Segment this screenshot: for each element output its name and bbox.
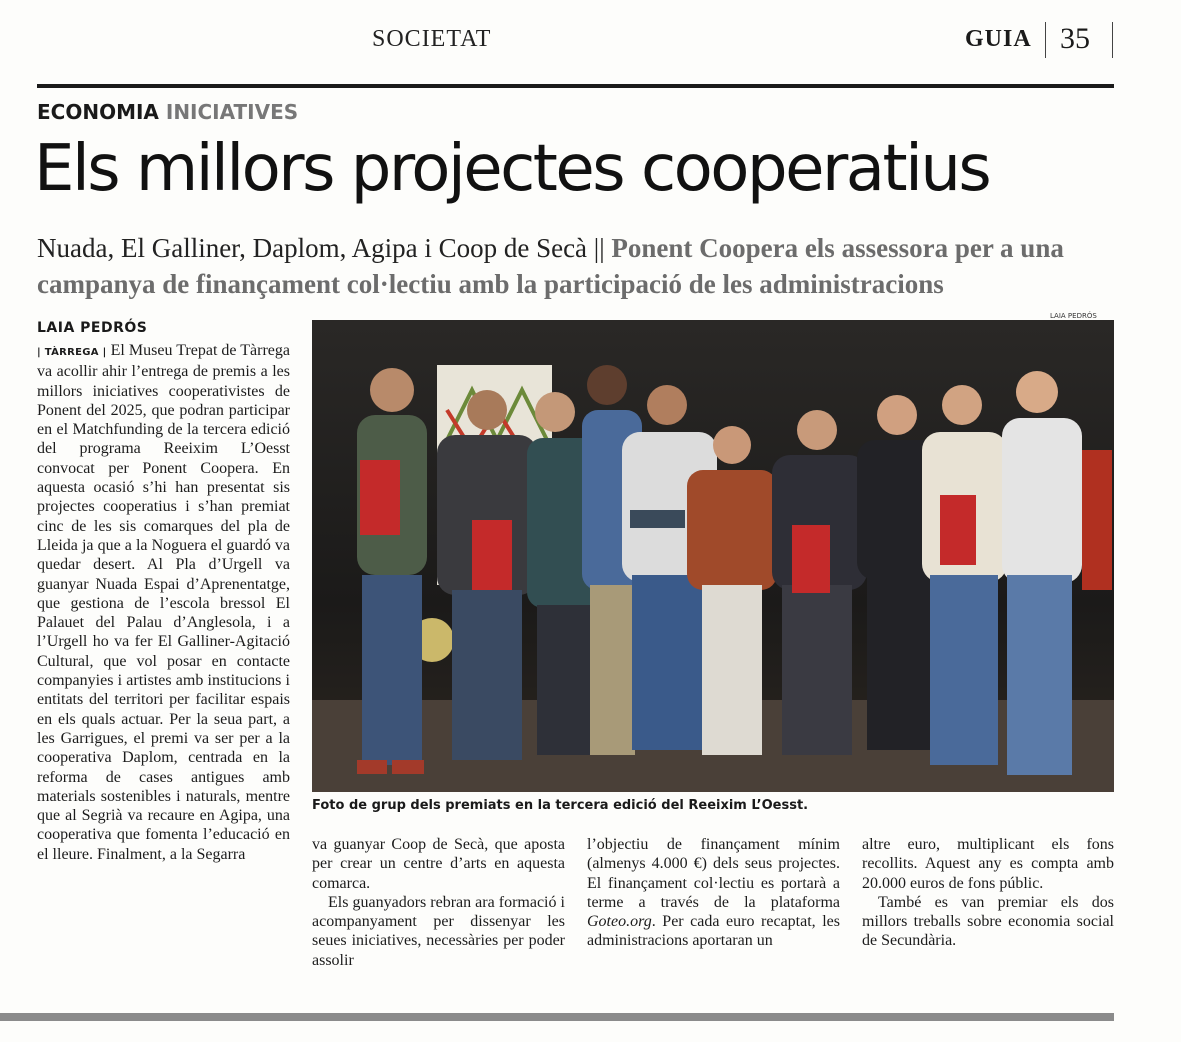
group-photo-illustration	[312, 320, 1114, 792]
top-rule	[37, 84, 1114, 88]
page-number: 35	[1060, 22, 1090, 55]
dek-part-2: Ponent Coopera els assessora per a una campanya de finançament col·lectiu amb la participació de les administracions	[37, 233, 1064, 299]
dek-part-1: Nuada, El Galliner, Daplom, Agipa i Coop de Secà ||	[37, 233, 605, 263]
guide-label: GUIA	[965, 26, 1032, 52]
body-paragraph-2: Els guanyadors rebran ara formació i acompanyament per dissenyar les seues iniciatives, necessàries per poder assolir	[312, 893, 565, 969]
rubric	[37, 100, 298, 124]
bottom-rule	[0, 1013, 1114, 1021]
photo-caption: Foto de grup dels premiats en la tercera edició del Reeixim L’Oesst.	[312, 798, 809, 813]
body-column-1	[37, 341, 290, 864]
body-column-3	[587, 835, 840, 951]
body-paragraph-1-continued: va guanyar Coop de Secà, que aposta per crear un centre d’arts en aquesta comarca.	[312, 836, 565, 892]
group-photo	[312, 320, 1114, 792]
byline: LAIA PEDRÓS	[37, 320, 148, 336]
header-divider-right	[1112, 22, 1113, 58]
dateline: | TÀRREGA |	[37, 347, 107, 358]
rubric-primary: ECONOMIA	[37, 100, 159, 124]
body-column-2	[312, 835, 565, 970]
photo-credit: LAIA PEDRÓS	[1050, 312, 1097, 320]
rubric-secondary: INICIATIVES	[165, 100, 299, 124]
section-name: SOCIETAT	[372, 26, 492, 52]
body-paragraph-3: També es van premiar els dos millors treballs sobre economia social de Secundària.	[862, 893, 1114, 950]
body-column-4	[862, 835, 1114, 951]
header-divider	[1045, 22, 1046, 58]
body-paragraph-2-end: altre euro, multiplicant els fons recollits. Aquest any es compta amb 20.000 euros de fons públic.	[862, 836, 1114, 892]
platform-name: Goteo.org	[587, 913, 652, 931]
body-paragraph-2-continued	[587, 835, 840, 951]
body-paragraph-2-text: l’objectiu de finançament mínim (almenys 4.000 €) dels seus projectes. El finançament col·lectiu es portarà a terme a través de la plataforma	[587, 836, 840, 911]
dek	[37, 230, 1117, 302]
body-paragraph-1: El Museu Trepat de Tàrrega va acollir ahir l’entrega de premis a les millors iniciatives cooperativistes de Ponent del 2025, que podran participar en el Matchfunding de la tercera edició del programa Reeixim L’Oesst convocat per Ponent Coopera. En aquesta ocasió s’hi han presentat sis projectes cooperatius i s’han premiat cinc de les sis comarques del pla de Lleida ja que a la Noguera el guardó va quedar desert. Al Pla d’Urgell va guanyar Nuada Espai d’Aprenentatge, que gestiona de l’escola bressol El Palauet del Palau d’Anglesola, i a l’Urgell ho va fer El Galliner-Agitació Cultural, que vol posar en contacte companyies i artistes amb institucions i entitats del territori per facilitar espais en els quals actuar. Per la seua part, a les Garrigues, el premi va ser per a la cooperativa Daplom, centrada en la reforma de cases antigues amb materials sostenibles i naturals, mentre que al Segrià va recaure en Agipa, una cooperativa que fomenta l’educació en el lleure. Finalment, a la Segarra	[37, 342, 291, 863]
headline: Els millors projectes cooperatius	[34, 132, 990, 206]
body-paragraph-2-text-end: . Per cada euro recaptat, les administracions aportaran un	[587, 913, 840, 950]
